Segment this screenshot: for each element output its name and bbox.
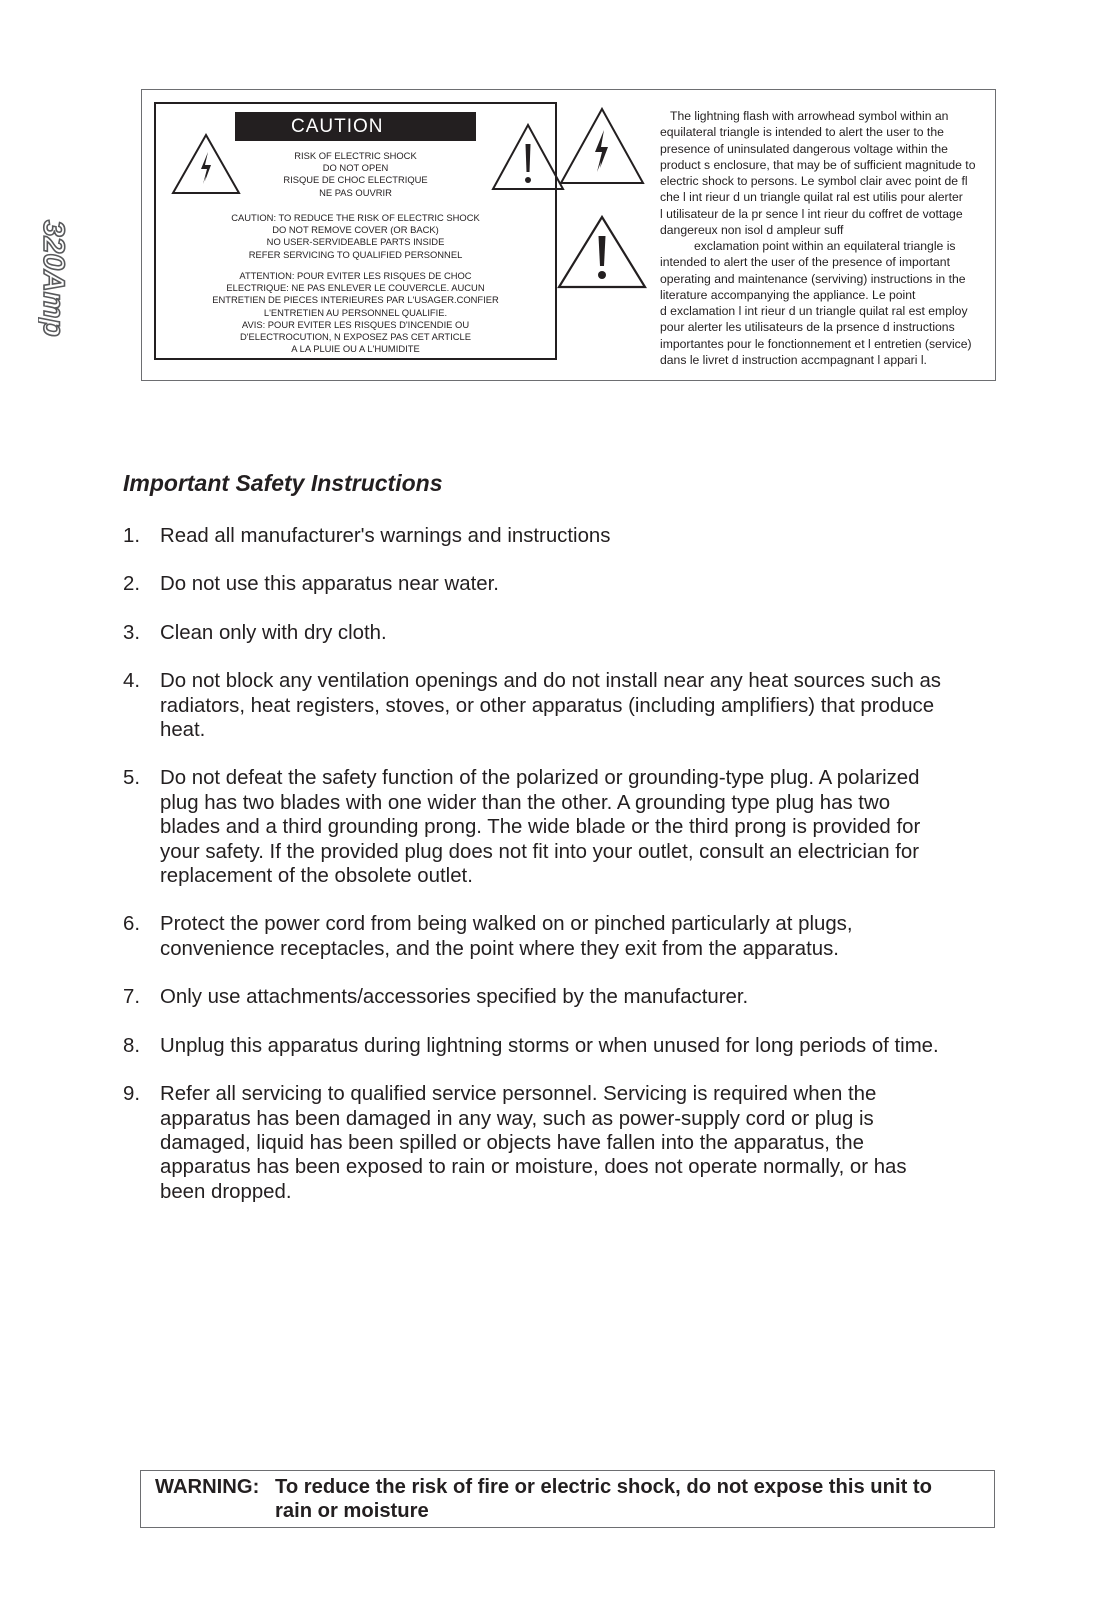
caution-label-box (154, 102, 557, 360)
item-number: 6. (123, 913, 141, 936)
page-title: Important Safety Instructions (123, 470, 443, 496)
item-number: 7. (123, 986, 141, 1009)
description-line: dans le livret d instruction accmpagnant l appari l. (660, 353, 927, 368)
item-text: apparatus has been damaged in any way, such as power-supply cord or plug is (160, 1107, 874, 1130)
warning-line: rain or moisture (275, 1500, 429, 1522)
item-number: 1. (123, 525, 141, 547)
warning-text (275, 1475, 985, 1523)
warning-box (140, 1470, 995, 1528)
item-text: Protect the power cord from being walked on or pinched particularly at plugs, (160, 913, 853, 936)
item-number: 3. (123, 621, 141, 644)
warning-label: WARNING: (155, 1476, 260, 1498)
description-line: equilateral triangle is intended to alert the user to the (660, 125, 944, 140)
brand-logo-graphic (38, 218, 70, 442)
item-text: Do not block any ventilation openings and do not install near any heat sources such as (160, 670, 942, 693)
description-line: electric shock to persons. Le symbol clair avec point de fl (660, 174, 968, 189)
list-item (123, 1082, 1023, 1204)
item-text: Only use attachments/accessories specified by the manufacturer. (160, 986, 749, 1009)
item-text: plug has two blades with one wider than the other. A grounding type plug has two (160, 791, 891, 814)
item-text: Read all manufacturer's warnings and instructions (160, 525, 611, 547)
caution-line: ELECTRIQUE: NE PAS ENLEVER LE COUVERCLE. AUCUN (226, 282, 485, 294)
caution-line: A LA PLUIE OU A L'HUMIDITE (291, 343, 420, 355)
brand-logo (38, 218, 70, 442)
description-line: pour alerter les utilisateurs de la prsence d instructions (660, 320, 955, 335)
list-item (123, 621, 1023, 645)
item-text: damaged, liquid has been spilled or objects have fallen into the apparatus, the (160, 1131, 864, 1154)
caution-text-block-2 (156, 212, 555, 261)
item-text: blades and a third grounding prong. The wide blade or the third prong is provided for (160, 816, 921, 839)
list-item (123, 766, 1023, 888)
item-number: 9. (123, 1083, 141, 1106)
item-text: radiators, heat registers, stoves, or other apparatus (including amplifiers) that produce (160, 694, 935, 717)
list-item (123, 912, 1023, 961)
caution-line: RISK OF ELECTRIC SHOCK (294, 150, 417, 161)
item-text: heat. (160, 719, 206, 742)
item-number: 2. (123, 573, 141, 596)
caution-line: L'ENTRETIEN AU PERSONNEL QUALIFIE. (263, 306, 448, 318)
description-line: importantes pour le fonctionnement et l entretien (service) (660, 336, 972, 351)
caution-panel (141, 89, 996, 381)
caution-title: CAUTION (235, 112, 476, 141)
caution-line: ENTRETIEN DE PIECES INTERIEURES PAR L'USAGER.CONFIER (212, 294, 499, 306)
safety-instructions-list (123, 524, 1023, 1204)
description-line: operating and maintenance (serviving) instructions in the (660, 271, 966, 286)
description-line: dangereux non isol d ampleur suff (660, 223, 844, 238)
description-line: presence of uninsulated dangerous voltage within the (660, 141, 948, 156)
list-item (123, 572, 1023, 596)
item-number: 8. (123, 1034, 141, 1057)
item-text: Clean only with dry cloth. (160, 621, 387, 644)
caution-text-block-1 (156, 150, 555, 199)
list-item (123, 524, 1023, 548)
warning-line: To reduce the risk of fire or electric shock, do not expose this unit to (275, 1476, 932, 1498)
item-text: Do not use this apparatus near water. (160, 573, 499, 596)
caution-line: NE PAS OUVRIR (319, 186, 392, 198)
caution-line: NO USER-SERVIDEABLE PARTS INSIDE (266, 236, 445, 248)
caution-line: ATTENTION: POUR EVITER LES RISQUES DE CHOC (239, 270, 472, 281)
brand-logo-text: 320Amp (38, 220, 70, 337)
caution-line: CAUTION: TO REDUCE THE RISK OF ELECTRIC SHOCK (231, 212, 480, 223)
description-line: The lightning flash with arrowhead symbol within an (670, 109, 949, 123)
item-text: been dropped. (160, 1180, 292, 1203)
caution-line: DO NOT REMOVE COVER (OR BACK) (272, 224, 439, 236)
caution-line: D'ELECTROCUTION, N EXPOSEZ PAS CET ARTICLE (239, 331, 471, 343)
lightning-symbol-description (660, 108, 1000, 238)
caution-line: RISQUE DE CHOC ELECTRIQUE (283, 174, 428, 186)
item-text: Unplug this apparatus during lightning storms or when unused for long periods of time. (160, 1034, 939, 1057)
description-line: l utilisateur de la pr sence l int rieur du coffret de vottage (660, 206, 963, 221)
item-number: 5. (123, 767, 141, 790)
lightning-symbol-icon (558, 106, 646, 186)
list-item (123, 985, 1023, 1009)
item-text: convenience receptacles, and the point where they exit from the apparatus. (160, 937, 839, 960)
caution-line: DO NOT OPEN (322, 162, 389, 174)
description-line: d exclamation l int rieur d un triangle quilat ral est employ (660, 304, 968, 319)
description-line: literature accompanying the appliance. Le point (660, 287, 916, 302)
item-number: 4. (123, 670, 141, 693)
list-item (123, 669, 1023, 742)
caution-line: AVIS: POUR EVITER LES RISQUES D'INCENDIE OU (241, 318, 470, 330)
caution-text-block-3 (156, 270, 555, 355)
exclamation-symbol-icon (556, 214, 648, 290)
description-line: intended to alert the user of the presence of important (660, 255, 950, 270)
item-text: replacement of the obsolete outlet. (160, 865, 473, 888)
caution-line: REFER SERVICING TO QUALIFIED PERSONNEL (248, 248, 463, 260)
description-line: che l int rieur d un triangle quilat ral est utilis pour alerter (660, 190, 963, 205)
item-text: your safety. If the provided plug does not fit into your outlet, consult an electrician for (160, 840, 920, 863)
item-text: apparatus has been exposed to rain or moisture, does not operate normally, or has (160, 1156, 907, 1179)
list-item (123, 1034, 1023, 1058)
description-line: exclamation point within an equilateral triangle is (694, 239, 956, 253)
item-text: Do not defeat the safety function of the polarized or grounding-type plug. A polarized (160, 767, 920, 790)
item-text: Refer all servicing to qualified service personnel. Servicing is required when the (160, 1083, 877, 1106)
description-line: product s enclosure, that may be of sufficient magnitude to (660, 157, 976, 172)
exclamation-symbol-description (660, 238, 1000, 368)
